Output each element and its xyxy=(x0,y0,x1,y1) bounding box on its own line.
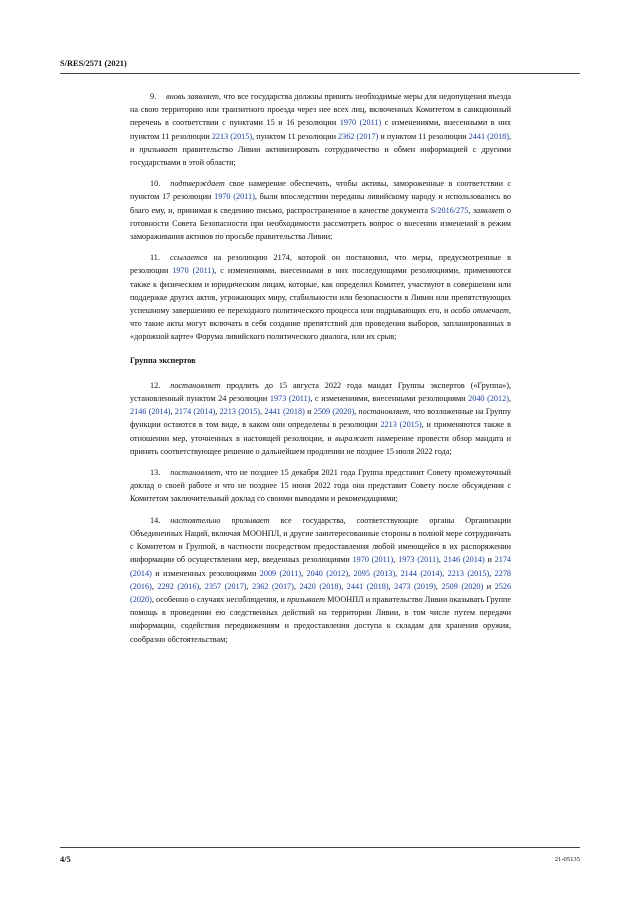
text-run: , xyxy=(170,407,175,417)
text-run: , с изменениями, внесенными в них последующими резолюциями, применяются также к физическим и юридическим лицам, которые, как определил Комитет, участвуют в совершении или поддержке других актов, угрожающих миру, стабильности или безопасности в Ливии или препятствующих успешному завершению ее переходного политического процесса или подрывающих его, и xyxy=(130,266,511,316)
resolution-link[interactable]: 1970 (2011) xyxy=(339,118,382,128)
resolution-link[interactable]: 2213 (2015) xyxy=(447,568,490,578)
text-run: и измененных резолюциями xyxy=(151,568,260,578)
text-run: , xyxy=(293,581,300,591)
text-run: свое намерение обеспечить, чтобы активы, замороженные в соответствии с пунктом 17 резолюции xyxy=(130,179,511,202)
paragraph-number: 14. xyxy=(150,515,161,525)
resolution-link[interactable]: 2526 (2020) xyxy=(130,581,512,604)
resolution-link[interactable]: 2213 (2015) xyxy=(380,420,422,430)
resolution-link[interactable]: 2473 (2019) xyxy=(394,581,436,591)
text-run: , что не позднее 15 декабря 2021 года Группа представит Совету промежуточный доклад о своей работе и что не позднее 15 июня 2022 года она представит Совету после обсуждения с Комитетом заключительный доклад со своими выводами и рекомендациями; xyxy=(130,468,511,504)
text-run: и xyxy=(484,555,495,565)
text-run: , были впоследствии переданы ливийскому народу и использовались во благо ему, и, принимая к сведению письмо, распространенное в качестве документа xyxy=(130,192,511,215)
resolution-link[interactable]: 2009 (2011) xyxy=(259,568,302,578)
text-run: на резолюцию 2174, которой он постановил, что меры, предусмотренные в резолюции xyxy=(130,253,511,276)
text-run: продлить до 15 августа 2022 года мандат Группы экспертов («Группа»), установленный пунктом 24 резолюции xyxy=(130,380,511,404)
text-run: , xyxy=(348,568,354,578)
operative-verb: подтверждает xyxy=(170,179,225,189)
text-run: , xyxy=(354,407,359,417)
resolution-link[interactable]: 2362 (2017) xyxy=(252,581,294,591)
operative-verb: настоятельно призывает xyxy=(170,515,270,525)
document-link[interactable]: S/2016/275 xyxy=(430,205,469,215)
text-run: , xyxy=(215,407,220,417)
resolution-link[interactable]: 2509 (2020) xyxy=(313,407,355,417)
operative-verb: ссылается xyxy=(169,253,208,263)
document-number: 21-05135 xyxy=(554,856,580,863)
text-run: , xyxy=(301,568,307,578)
paragraph-11 xyxy=(130,251,511,343)
resolution-link[interactable]: 2146 (2014) xyxy=(130,407,171,417)
resolution-link[interactable]: 1970 (2011) xyxy=(172,266,215,276)
resolution-link[interactable]: 2278 (2016) xyxy=(130,568,511,591)
text-run: , xyxy=(435,581,442,591)
text-run: , xyxy=(393,555,399,565)
text-run: , xyxy=(468,205,473,215)
operative-verb: призывает xyxy=(139,144,178,154)
text-run: правительство Ливии активизировать сотрудничество и обмен информацией с другими государствами в этой области; xyxy=(130,144,511,168)
text-run: , xyxy=(489,568,495,578)
resolution-link[interactable]: 2174 (2014) xyxy=(174,407,216,417)
page-number: 4/5 xyxy=(60,855,71,864)
footer-rule xyxy=(60,847,580,848)
document-body xyxy=(130,90,511,654)
text-run: , с изменениями, внесенными резолюциями xyxy=(310,394,469,404)
resolution-link[interactable]: 1970 (2011) xyxy=(214,192,255,202)
resolution-link[interactable]: 1973 (2011) xyxy=(269,394,311,404)
operative-verb: заявляет xyxy=(472,205,505,215)
text-run: , xyxy=(199,581,205,591)
resolution-link[interactable]: 2095 (2013) xyxy=(353,568,396,578)
operative-verb: постановляет xyxy=(358,407,409,417)
section-heading: Группа экспертов xyxy=(130,355,196,365)
paragraph-number: 12. xyxy=(150,380,161,390)
paragraph-13 xyxy=(130,466,511,506)
resolution-link[interactable]: 2441 (2018) xyxy=(346,581,389,591)
resolution-link[interactable]: 2441 (2018) xyxy=(468,131,509,141)
text-run: , что все государства должны принять необходимые меры для недопущения въезда на свою территорию или транзитного проезда через нее всех лиц, включенных Комитетом в санкционный перечень в соответствии с пунктами 15 и 16 резолюции xyxy=(130,92,512,128)
text-run: , xyxy=(388,581,395,591)
text-run: , xyxy=(246,581,253,591)
paragraph-14 xyxy=(130,514,511,646)
resolution-link[interactable]: 2441 (2018) xyxy=(264,407,305,417)
operative-verb: вновь заявляет xyxy=(166,92,219,101)
paragraph-number: 9. xyxy=(150,92,157,101)
text-run: с изменениями, внесенными в них пунктом 11 резолюции xyxy=(130,118,512,141)
resolution-link[interactable]: 2144 (2014) xyxy=(400,568,443,578)
paragraph-number: 10. xyxy=(150,179,161,189)
text-run: и xyxy=(304,407,314,417)
text-run: , что такие акты могут включать в себя создание препятствий для проведения выборов, запланированных в «дорожной карте» Форума ливийского политического диалога, или их срыв; xyxy=(130,306,511,342)
text-run: МООНПЛ и правительство Ливии оказывать Группе помощь в проведении ею следственных действий на территории Ливии, в том числе путем передачи информации, содействия передвижениям и предоставления доступа к складам для хранения оружия, сообразно обстоятельствам; xyxy=(130,594,512,644)
operative-verb: особо отмечает xyxy=(450,306,509,316)
resolution-link[interactable]: 2040 (2012) xyxy=(468,394,509,404)
paragraph-9 xyxy=(130,90,511,169)
text-run: , xyxy=(151,581,158,591)
text-run: , xyxy=(508,394,511,404)
operative-verb: постановляет xyxy=(170,380,221,390)
resolution-link[interactable]: 2420 (2018) xyxy=(299,581,342,591)
resolution-link[interactable]: 2509 (2020) xyxy=(441,581,484,591)
resolution-link[interactable]: 2174 (2014) xyxy=(130,555,512,578)
text-run: , xyxy=(260,407,265,417)
text-run: , и применяются также в отношении мер, уточненных в настоящей резолюции, и xyxy=(130,420,511,443)
resolution-link[interactable]: 2213 (2015) xyxy=(211,131,253,141)
paragraph-12 xyxy=(130,379,511,458)
resolution-link[interactable]: 2357 (2017) xyxy=(204,581,247,591)
header-rule xyxy=(60,73,580,74)
text-run: , и xyxy=(130,131,512,154)
text-run: и xyxy=(483,581,495,591)
text-run: , xyxy=(395,568,401,578)
text-run: все государства, соответствующие органы Организации Объединенных Наций, включая МООНПЛ, и другие заинтересованные стороны в полной мере сотрудничать с Комитетом и Группой, в частности посредством предоставления любой имеющейся в их распоряжении информации об осуществлении мер, введенных резолюциями xyxy=(130,515,512,565)
operative-verb: постановляет xyxy=(170,468,221,478)
text-run: , особенно о случаях несоблюдения, и xyxy=(151,594,287,604)
resolution-link[interactable]: 2362 (2017) xyxy=(338,131,379,141)
paragraph-number: 13. xyxy=(150,468,161,478)
resolution-link[interactable]: 2213 (2015) xyxy=(219,407,261,417)
resolution-link[interactable]: 2040 (2012) xyxy=(306,568,349,578)
paragraph-10 xyxy=(130,177,511,243)
operative-verb: выражает xyxy=(335,433,374,443)
text-run: намерение провести обзор мандата и принять соответствующее решение о дальнейшем продлении не позднее 15 июля 2022 года; xyxy=(130,433,511,456)
text-run: , пунктом 11 резолюции xyxy=(252,131,339,141)
resolution-link[interactable]: 2146 (2014) xyxy=(443,555,485,565)
text-run: , xyxy=(341,581,347,591)
text-run: , xyxy=(442,568,448,578)
resolution-link[interactable]: 2292 (2016) xyxy=(157,581,200,591)
paragraph-number: 11. xyxy=(150,253,160,263)
text-run: о готовности Совета Безопасности при необходимости рассмотреть вопрос о внесении изменений в режим замораживания активов по просьбе правительства Ливии; xyxy=(130,205,511,242)
text-run: и пунктом 11 резолюции xyxy=(378,131,469,141)
document-symbol: S/RES/2571 (2021) xyxy=(60,59,127,68)
resolution-link[interactable]: 1973 (2011) xyxy=(398,555,439,565)
text-run: , xyxy=(438,555,444,565)
text-run: , что возложенные на Группу функции остаются в том виде, в каком они определены в резолюции xyxy=(130,407,512,430)
resolution-link[interactable]: 1970 (2011) xyxy=(352,555,394,565)
operative-verb: призывает xyxy=(286,594,326,604)
